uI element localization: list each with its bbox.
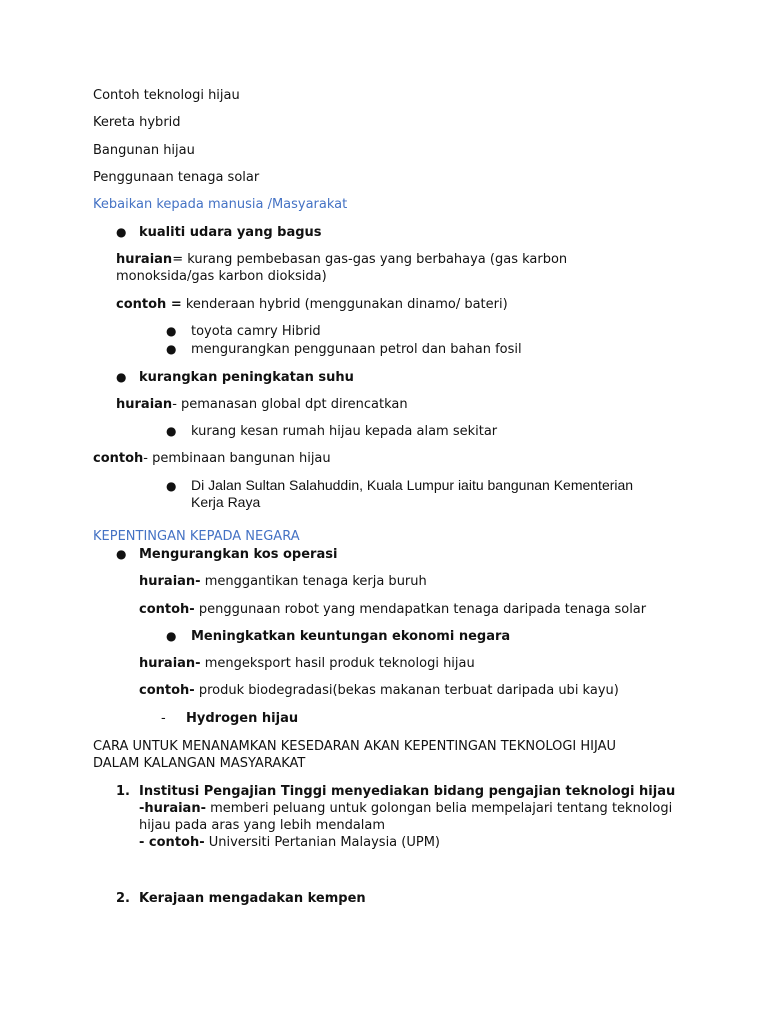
contoh-paragraph <box>116 296 508 313</box>
contoh-text: penggunaan robot yang mendapatkan tenaga daripada tenaga solar <box>194 602 647 617</box>
contoh-paragraph <box>139 834 679 851</box>
contoh-paragraph <box>139 601 646 618</box>
item-title: Institusi Pengajian Tinggi menyediakan bidang pengajian teknologi hijau <box>139 784 676 799</box>
contoh-label: contoh <box>93 451 144 466</box>
bullet-icon: ● <box>166 629 177 643</box>
contoh-paragraph <box>139 682 619 699</box>
bullet-icon: ● <box>116 370 127 384</box>
point-title: kurangkan peningkatan suhu <box>139 370 354 385</box>
point-title: Mengurangkan kos operasi <box>139 547 338 562</box>
contoh-text: kenderaan hybrid (menggunakan dinamo/ bateri) <box>181 297 508 312</box>
heading: Contoh teknologi hijau <box>93 88 240 103</box>
list-number: 1. <box>116 784 130 799</box>
huraian-paragraph <box>116 396 408 413</box>
example-item: Penggunaan tenaga solar <box>93 170 260 185</box>
example-item: Bangunan hijau <box>93 143 195 158</box>
section-heading: Kebaikan kepada manusia /Masyarakat <box>93 197 348 212</box>
huraian-paragraph <box>139 573 427 590</box>
sub-item: Di Jalan Sultan Salahuddin, Kuala Lumpur iaitu bangunan Kementerian Kerja Raya <box>191 477 634 510</box>
contoh-label: contoh- <box>139 683 195 698</box>
huraian-paragraph <box>139 655 475 672</box>
section-heading: CARA UNTUK MENANAMKAN KESEDARAN AKAN KEPENTINGAN TEKNOLOGI HIJAU DALAM KALANGAN MASYARAKAT <box>93 739 617 771</box>
bullet-icon: ● <box>116 225 127 239</box>
sub-item: kurang kesan rumah hijau kepada alam sekitar <box>191 424 498 439</box>
bullet-icon: ● <box>116 547 127 561</box>
huraian-text: mengeksport hasil produk teknologi hijau <box>200 656 475 671</box>
contoh-label: - contoh- <box>139 835 205 850</box>
example-item: Kereta hybrid <box>93 115 181 130</box>
huraian-label: huraian- <box>139 656 201 671</box>
bullet-icon: ● <box>166 479 177 493</box>
huraian-label: huraian- <box>139 574 201 589</box>
contoh-paragraph <box>93 450 331 467</box>
bullet-icon: ● <box>166 424 177 438</box>
huraian-paragraph <box>139 800 679 834</box>
bullet-icon: ● <box>166 324 177 338</box>
huraian-text: - pemanasan global dpt direncatkan <box>172 397 408 412</box>
dash-marker: - <box>161 711 166 726</box>
item-title: Kerajaan mengadakan kempen <box>139 891 366 906</box>
huraian-label: huraian <box>116 252 173 267</box>
sub-item: mengurangkan penggunaan petrol dan bahan fosil <box>191 342 522 357</box>
huraian-text: = kurang pembebasan gas-gas yang berbahaya (gas karbon monoksida/gas karbon dioksida) <box>116 252 568 284</box>
point-title: Meningkatkan keuntungan ekonomi negara <box>191 629 511 644</box>
contoh-text: - pembinaan bangunan hijau <box>143 451 331 466</box>
contoh-label: contoh- <box>139 602 195 617</box>
contoh-text: Universiti Pertanian Malaysia (UPM) <box>204 835 440 850</box>
section-heading: KEPENTINGAN KEPADA NEGARA <box>93 529 300 544</box>
point-title: kualiti udara yang bagus <box>139 225 322 240</box>
huraian-label: -huraian- <box>139 801 206 816</box>
list-number: 2. <box>116 891 130 906</box>
huraian-paragraph <box>116 251 661 285</box>
point-title: Hydrogen hijau <box>186 711 299 726</box>
numbered-item <box>139 783 679 851</box>
contoh-label: contoh = <box>116 297 182 312</box>
huraian-label: huraian <box>116 397 173 412</box>
sub-item: toyota camry Hibrid <box>191 324 321 339</box>
huraian-text: memberi peluang untuk golongan belia mempelajari tentang teknologi hijau pada aras yang lebih mendalam <box>139 801 673 833</box>
bullet-icon: ● <box>166 342 177 356</box>
contoh-text: produk biodegradasi(bekas makanan terbuat daripada ubi kayu) <box>194 683 619 698</box>
huraian-text: menggantikan tenaga kerja buruh <box>200 574 427 589</box>
